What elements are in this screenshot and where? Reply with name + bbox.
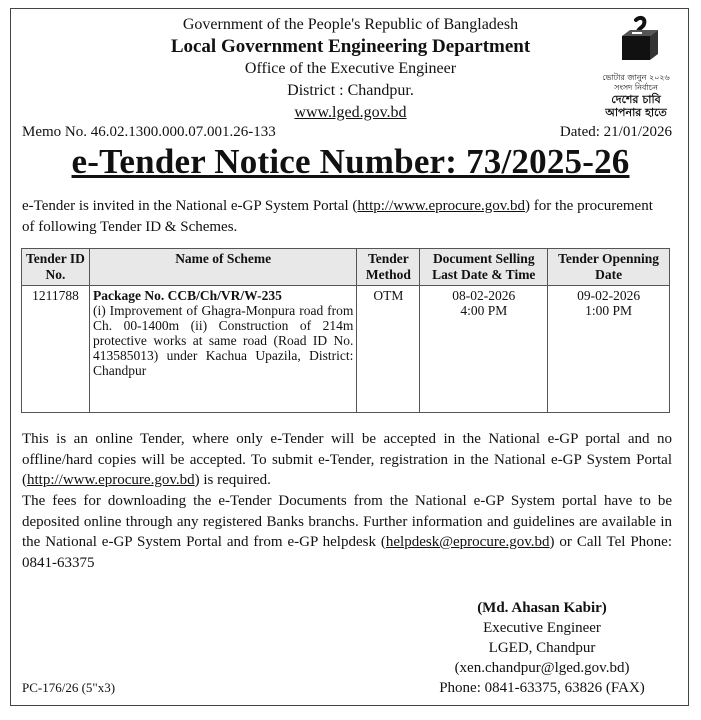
intro-paragraph [22, 196, 662, 238]
cell-opening [548, 286, 670, 413]
opening-date: 09-02-2026 [577, 288, 641, 303]
intro-text-start: e-Tender is invited in the National e-GP System Portal ( [22, 198, 358, 214]
signatory-email: (xen.chandpur@lged.gov.bd) [454, 660, 630, 676]
notice-header [0, 14, 701, 124]
cell-selling [420, 286, 548, 413]
pc-number: PC-176/26 (5"x3) [22, 680, 116, 695]
selling-date: 08-02-2026 [452, 288, 516, 303]
intro-text-end: ) for the procurement of following Tender ID & Schemes. [22, 198, 653, 235]
col-opening-date: Tender Openning Date [548, 249, 670, 286]
signatory-phone: Phone: 0841-63375, 63826 (FAX) [439, 680, 645, 696]
selling-time: 4:00 PM [460, 303, 508, 318]
district-line: District : Chandpur. [287, 82, 414, 99]
logo-line-2: সংসদ নির্বাচন [614, 83, 658, 92]
logo-line-1: ভোটার জানুন ২০২৬ [602, 73, 670, 82]
logo-line-3: দেশের চাবি [611, 93, 661, 106]
eprocure-link-2[interactable]: http://www.eprocure.gov.bd [27, 472, 195, 488]
table-header-row [22, 249, 670, 286]
col-document-selling: Document Selling Last Date & Time [420, 249, 548, 286]
memo-date: Dated: 21/01/2026 [559, 124, 672, 140]
election-logo [600, 14, 672, 126]
cell-tender-id: 1211788 [22, 286, 90, 413]
para2-text-end: ) or Call Tel Phone: 0841-63375 [22, 534, 672, 571]
cell-scheme [89, 286, 356, 413]
ballot-box-icon [600, 14, 672, 64]
signatory-org: LGED, Chandpur [488, 640, 596, 656]
signature-block [412, 598, 672, 698]
logo-caption [600, 73, 672, 119]
para1-text-start: This is an online Tender, where only e-Tender will be accepted in the National e-GP portal and no offline/hard copies will be accepted. To submit e-Tender, registration in the National e-GP System Portal ( [22, 431, 672, 488]
government-line: Government of the People's Republic of Bangladesh [182, 16, 519, 33]
para1-text-end: ) is required. [194, 472, 271, 488]
logo-line-4: আপনার হাতে [605, 106, 667, 119]
col-tender-id: Tender ID No. [22, 249, 90, 286]
online-tender-paragraph [22, 429, 672, 491]
package-number: Package No. CCB/Ch/VR/W-235 [92, 288, 282, 303]
memo-row [22, 124, 672, 141]
signatory-designation: Executive Engineer [483, 620, 601, 636]
helpdesk-email-link[interactable]: helpdesk@eprocure.gov.bd [385, 534, 550, 550]
col-tender-method: Tender Method [357, 249, 420, 286]
website-link[interactable]: www.lged.gov.bd [294, 104, 407, 121]
tender-table [21, 248, 670, 413]
notice-title: e-Tender Notice Number: 73/2025-26 [71, 142, 630, 181]
office-line: Office of the Executive Engineer [244, 60, 457, 77]
signatory-name: (Md. Ahasan Kabir) [477, 600, 607, 616]
memo-number: Memo No. 46.02.1300.000.07.001.26-133 [22, 124, 276, 140]
para2-text-start: The fees for downloading the e-Tender Documents from the National e-GP System portal have to be deposited online through any registered Banks branchs. Further information and guidelines are available in the National e-GP System Portal and from e-GP helpdesk ( [22, 493, 672, 550]
department-name: Local Government Engineering Department [170, 36, 531, 57]
table-row [22, 286, 670, 413]
eprocure-link[interactable]: http://www.eprocure.gov.bd [357, 198, 526, 214]
col-scheme-name: Name of Scheme [89, 249, 356, 286]
fees-paragraph [22, 491, 672, 573]
scheme-description: (i) Improvement of Ghagra-Monpura road from Ch. 00-1400m (ii) Construction of 214m protective works at same road (Road ID No. 413585013) under Kachua Upazila, District: Chandpur [92, 303, 354, 378]
cell-method: OTM [357, 286, 420, 413]
opening-time: 1:00 PM [585, 303, 633, 318]
